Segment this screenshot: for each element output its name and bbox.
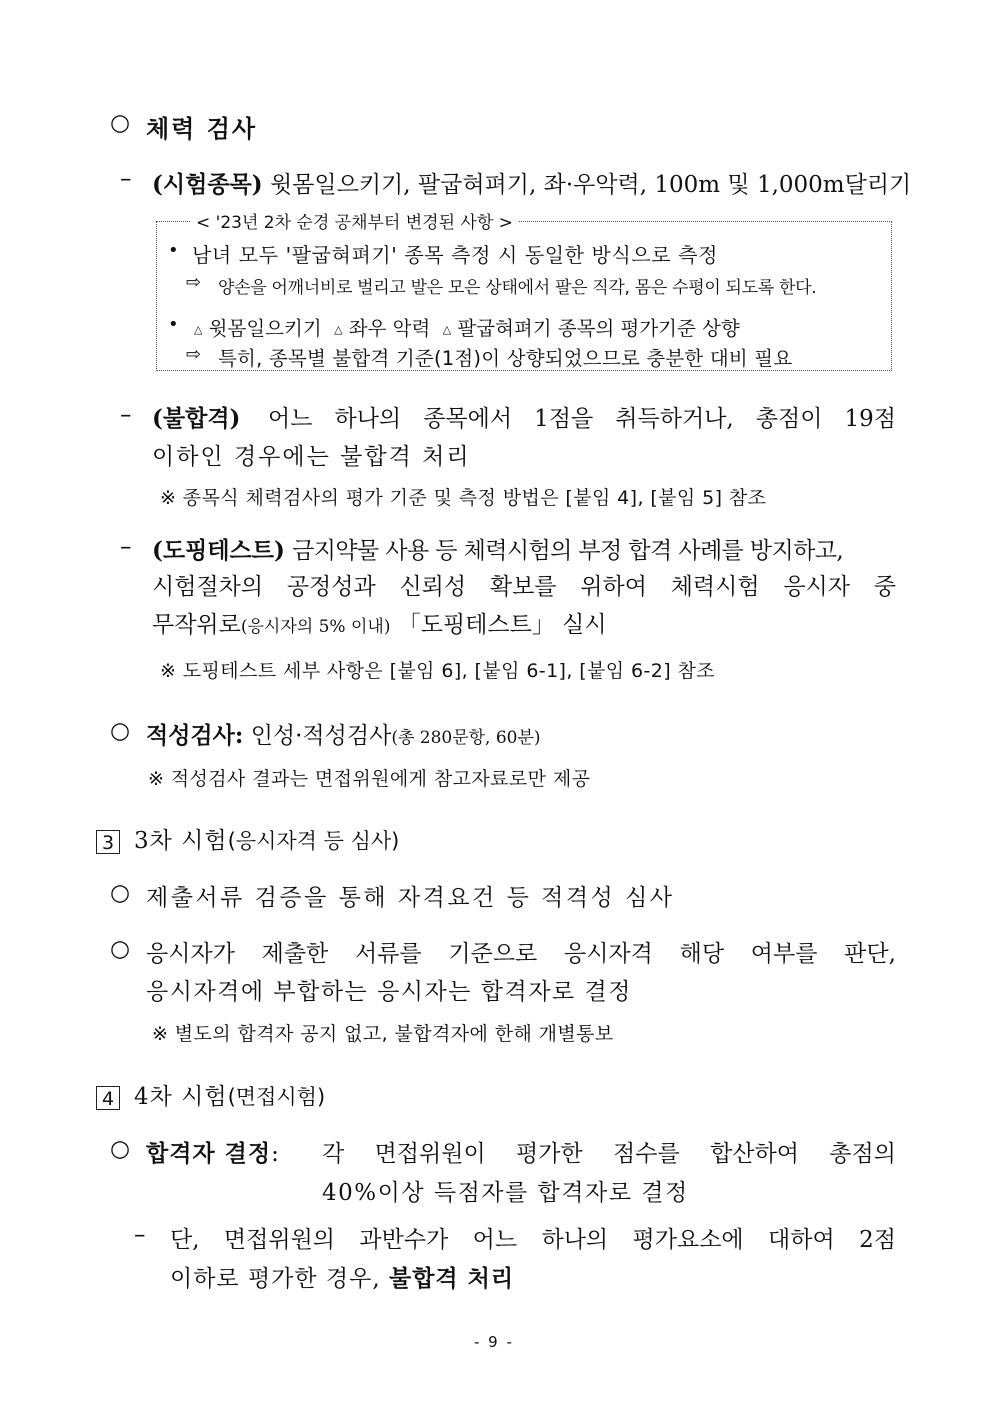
word: 어느 (268, 406, 313, 432)
stage-3-item-2-line-1 (146, 935, 896, 968)
majority-line-2-a: 이하로 평가한 경우, (170, 1266, 381, 1292)
word: 제출한 (261, 941, 329, 967)
word: 공정성과 (286, 574, 376, 600)
doping-line-3-a: 무작위로 (152, 612, 241, 638)
word: 응시자 (783, 574, 850, 600)
triangle-icon: △ (442, 323, 452, 336)
fail-label-text: (불합격) (152, 405, 241, 432)
doping-line-1 (152, 532, 896, 565)
triangle-icon: △ (334, 323, 343, 336)
dash-marker: – (134, 1222, 146, 1248)
aptitude-line (146, 717, 541, 750)
page-number: - 9 - (474, 1333, 514, 1351)
section-bullet: ○ (110, 110, 131, 136)
section-bullet: ○ (110, 1136, 131, 1162)
triangle-icon: △ (194, 323, 203, 336)
doping-line-2 (152, 568, 896, 601)
word: 총점이 (755, 406, 823, 432)
number-box: 3 (96, 830, 120, 854)
stage-3-item-1: 제출서류 검증을 통해 자격요건 등 적격성 심사 (146, 885, 675, 911)
dash-marker: – (120, 534, 132, 560)
exam-items-text: 윗몸일으키기, 팔굽혀펴기, 좌·우악력, 100m 및 1,000m달리기 (269, 172, 912, 198)
box-item-1-detail: 양손을 어깨너비로 벌리고 발은 모은 상태에서 팔은 직각, 몸은 수평이 되도록 한다. (218, 278, 817, 298)
doping-line-3-small: (응시자의 5% 이내) (240, 617, 391, 637)
word: 점수를 (613, 1141, 680, 1167)
word: 과반수가 (359, 1227, 449, 1253)
number-box: 4 (96, 1086, 120, 1110)
change-notice-title: < '23년 2차 순경 공채부터 변경된 사항 > (190, 208, 519, 233)
dash-marker: – (120, 402, 132, 428)
doping-label: (도핑테스트) (152, 537, 285, 564)
pass-decision-label-text: 합격자 결정 (146, 1140, 272, 1167)
word: 판단, (844, 941, 896, 967)
stage-3-note: ※ 별도의 합격자 공지 없고, 불합격자에 한해 개별통보 (152, 1023, 614, 1045)
stage-3-title: 3차 시험 (134, 828, 228, 854)
word: 중 (873, 574, 896, 600)
box-item-2 (194, 313, 740, 341)
stage-4-heading (96, 1078, 325, 1111)
fail-label (152, 400, 240, 433)
majority-line-1 (170, 1221, 896, 1254)
stage-4-title: 4차 시험 (134, 1084, 228, 1110)
stage-3-subtitle: (응시자격 등 심사) (227, 829, 400, 853)
majority-line-2 (170, 1260, 514, 1293)
word: 19점 (844, 406, 896, 432)
stage-4-subtitle: (면접시험) (227, 1085, 326, 1109)
word: 총점의 (829, 1141, 896, 1167)
word: 해당 (679, 941, 725, 967)
stage-3-heading (96, 822, 399, 855)
word: 서류를 (355, 941, 422, 967)
fail-line-1 (268, 400, 896, 433)
box-item-2-detail: 특히, 종목별 불합격 기준(1점)이 상향되었으므로 충분한 대비 필요 (218, 347, 793, 370)
arrow-icon: ⇨ (186, 272, 202, 293)
fail-line-2: 이하인 경우에는 불합격 처리 (152, 444, 471, 470)
aptitude-small: (총 280문항, 60분) (391, 728, 541, 748)
word: 단, (170, 1227, 200, 1253)
word: 기준으로 (448, 941, 538, 967)
word: 신뢰성 (399, 574, 467, 600)
majority-line-2-bold: 불합격 처리 (389, 1265, 515, 1292)
word: 1점을 (534, 406, 594, 432)
arrow-icon: ⇨ (186, 344, 202, 365)
word: 평가한 (516, 1141, 583, 1167)
word: 평가요소에 (632, 1227, 744, 1253)
doping-line-3 (152, 606, 607, 639)
doping-line-1-text: 금지약물 사용 등 체력시험의 부정 합격 사례를 방지하고, (292, 538, 844, 564)
aptitude-note: ※ 적성검사 결과는 면접위원에게 참고자료로만 제공 (148, 768, 591, 790)
word: 종목에서 (423, 406, 513, 432)
stage-3-item-2-line-2: 응시자격에 부합하는 응시자는 합격자로 결정 (146, 979, 632, 1005)
box-item-2-c: 팔굽혀펴기 종목의 평가기준 상향 (457, 317, 740, 340)
word: 면접위원이 (374, 1141, 486, 1167)
word: 각 (322, 1141, 345, 1167)
aptitude-label: 적성검사: (146, 722, 244, 749)
word: 취득하거나, (615, 406, 734, 432)
box-item-2-a: 윗몸일으키기 (208, 317, 322, 340)
word: 응시자가 (146, 941, 235, 967)
section-bullet: ○ (110, 718, 131, 744)
word: 하나의 (334, 406, 402, 432)
word: 응시자격 (564, 941, 653, 967)
word: 대하여 (768, 1227, 835, 1253)
fail-note: ※ 종목식 체력검사의 평가 기준 및 측정 방법은 [붙임 4], [붙임 5] 참조 (160, 487, 767, 509)
word: 체력시험 (670, 574, 760, 600)
exam-items-label: (시험종목) (152, 171, 263, 198)
word: 2점 (859, 1227, 896, 1253)
pass-decision-line-2: 40%이상 득점자를 합격자로 결정 (322, 1180, 689, 1206)
word: 위하여 (580, 574, 647, 600)
aptitude-text: 인성·적성검사 (250, 723, 392, 749)
word: 어느 (472, 1227, 518, 1253)
box-item-1: 남녀 모두 '팔굽혀펴기' 종목 측정 시 동일한 방식으로 측정 (192, 243, 719, 267)
box-item-2-b: 좌우 악력 (348, 317, 431, 340)
section-title: 체력 검사 (146, 114, 258, 143)
word: 하나의 (541, 1227, 609, 1253)
box-bullet: • (168, 314, 179, 335)
pass-decision-line-1 (322, 1135, 896, 1168)
section-bullet: ○ (110, 880, 131, 906)
box-bullet: • (168, 240, 179, 261)
doping-line-3-c: 「도핑테스트」 실시 (397, 612, 607, 638)
word: 합산하여 (710, 1141, 799, 1167)
doping-note: ※ 도핑테스트 세부 사항은 [붙임 6], [붙임 6-1], [붙임 6-2] 참조 (160, 660, 715, 682)
exam-items-line (152, 166, 911, 199)
word: 확보를 (489, 574, 557, 600)
word: 시험절차의 (152, 574, 264, 600)
word: 여부를 (750, 941, 818, 967)
section-bullet: ○ (110, 936, 131, 962)
word: 면접위원의 (223, 1227, 336, 1253)
dash-marker: – (120, 166, 132, 192)
pass-decision-label: 합격자 결정: (146, 1140, 279, 1167)
